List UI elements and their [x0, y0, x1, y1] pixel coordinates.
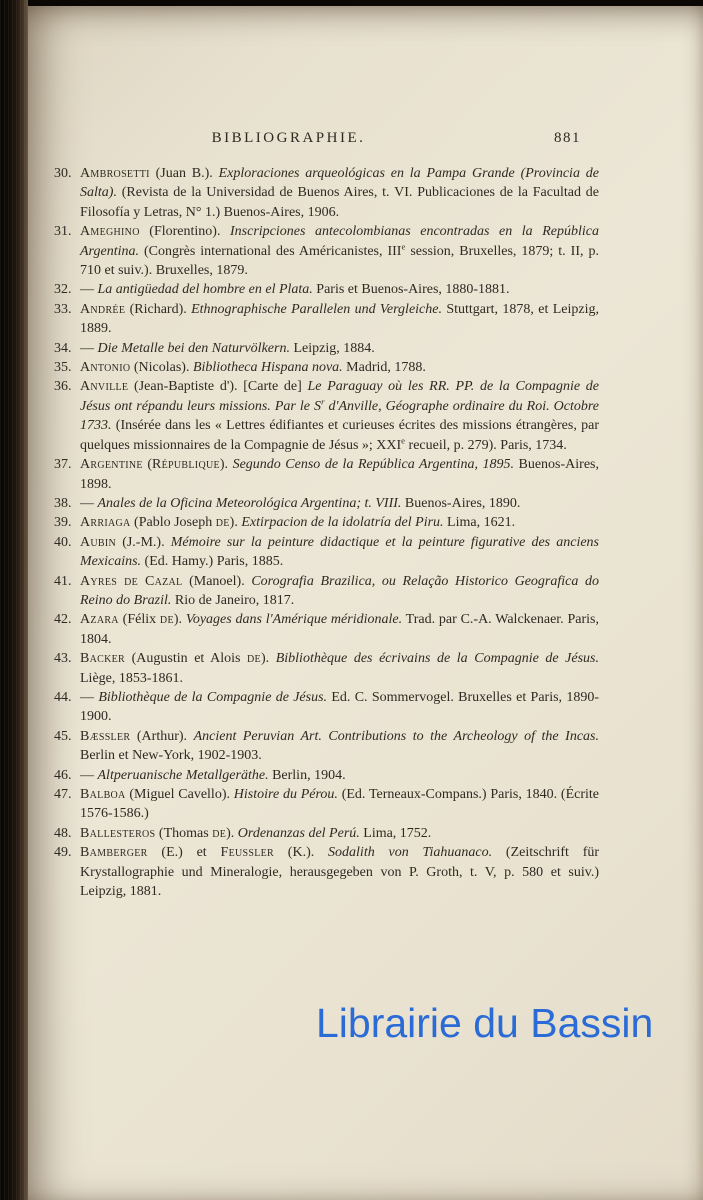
entry-text-segment: (Congrès international des Américanistes, III [138, 243, 402, 259]
bibliography-entry [54, 513, 599, 532]
entry-text-segment: (Arthur). [130, 728, 194, 744]
entry-text-segment: (Ed. Hamy.) Paris, 1885. [141, 554, 284, 570]
entry-text-segment: Liège, 1853-1861. [80, 670, 184, 686]
entry-text-segment: Exploraciones arqueológicas en la Pampa Grande (Provincia de Salta). [80, 166, 599, 201]
entry-text-segment: Lima, 1752. [359, 825, 432, 841]
entry-text-segment: Madrid, 1788. [342, 360, 426, 376]
entry-text-segment: (Augustin et Alois [125, 651, 248, 667]
entry-text-segment: Ancient Peruvian Art. Contributions to the Archeology of the Incas. [193, 728, 599, 744]
entry-text-segment: Sodalith von Tiahuanaco. [328, 845, 493, 861]
entry-text-segment: (Félix [118, 612, 160, 628]
entry-text-segment: Anville [80, 379, 129, 395]
entry-text-segment: Bamberger [80, 845, 148, 861]
entry-text-segment: Buenos-Aires, 1890. [401, 495, 521, 511]
bibliography-entry [54, 222, 599, 280]
entry-text-segment: — [80, 689, 99, 705]
entry-text-segment: Inscripciones antecolombianas encontradas en la República Argentina. [80, 224, 599, 259]
bibliography-entry [54, 824, 599, 843]
bibliography-entry [54, 339, 599, 358]
entry-text-segment: Feussler [220, 845, 275, 861]
bibliography-entry [54, 843, 599, 901]
entry-text-segment: Bæssler [80, 728, 131, 744]
watermark: Librairie du Bassin [316, 1000, 654, 1046]
entry-number: 39. [54, 515, 72, 531]
entry-number: 46. [54, 767, 72, 783]
bibliography-entry [54, 377, 599, 455]
entry-text-segment: Balboa [80, 787, 126, 802]
entry-text-segment: Ballesteros [80, 825, 156, 841]
entry-text-segment: Rio de Janeiro, 1817. [171, 592, 295, 608]
entry-text-segment: (Zeitschrift für Krystallographie und Mineralogie, herausgegeben von P. Groth, t. V, p. 580 et suiv.) Leipzig, 1881. [80, 845, 600, 900]
entry-number: 30. [54, 166, 72, 181]
entry-text-segment: Ordenanzas del Perú. [237, 825, 360, 841]
entry-number: 42. [54, 612, 72, 628]
entry-number: 40. [54, 534, 72, 550]
entry-text-segment: (Ed. Terneaux-Compans.) Paris, 1840. (Écrite 1576-1586.) [80, 787, 599, 822]
entry-text-segment: — [80, 282, 98, 298]
entry-text-segment: La antigüedad del hombre en el Plata. [97, 282, 313, 298]
bibliography-entry [54, 300, 599, 339]
entry-text-segment: Berlin et New-York, 1902-1903. [80, 748, 262, 764]
entry-text-segment: Stuttgart, 1878, et Leipzig, 1889. [80, 301, 599, 337]
entry-text-segment: Segundo Censo de la República Argentina, 1895. [232, 457, 514, 473]
entry-text-segment: Bibliotheca Hispana nova. [192, 360, 343, 376]
entry-text-segment: (Thomas [155, 825, 213, 841]
page-header [54, 130, 599, 147]
bibliography-entry [54, 533, 599, 572]
entry-text-segment: session, Bruxelles, 1879; t. II, p. 710 et suiv.). Bruxelles, 1879. [80, 243, 599, 279]
bibliography-entry [54, 280, 599, 299]
entry-number: 36. [54, 379, 72, 395]
text-block [54, 130, 599, 901]
entry-text-segment: Die Metalle bei den Naturvölkern. [97, 340, 290, 356]
entry-number: 31. [54, 224, 72, 240]
bibliography-entry [54, 688, 599, 727]
entry-text-segment: Buenos-Aires, 1898. [80, 457, 599, 492]
entry-text-segment: (Florentino). [139, 224, 231, 240]
entry-text-segment: (Nicolas). [130, 360, 193, 376]
entry-text-segment: ). [260, 651, 276, 667]
entry-text-segment: (Insérée dans les « Lettres édifiantes et curieuses écrites des missions étrangères, par quelques missionnaires de la Compagnie de Jésus »; XXI [80, 418, 599, 453]
entry-text-segment: Berlin, 1904. [268, 767, 346, 783]
entry-text-segment: (Revista de la Universidad de Buenos Aires, t. VI. Publicaciones de la Facultad de Filosofía y Letras, N° 1.) Buenos-Aires, 1906. [80, 185, 599, 220]
entry-text-segment: ). [173, 612, 186, 628]
entry-text-segment: Bibliothèque des écrivains de la Compagnie de Jésus. [275, 651, 599, 667]
entry-text-segment: (Juan B.). [149, 166, 219, 181]
entry-text-segment: République [152, 457, 220, 473]
entry-text-segment: Bibliothèque de la Compagnie de Jésus. [98, 689, 328, 705]
entry-number: 45. [54, 728, 72, 744]
entry-number: 44. [54, 689, 72, 705]
entry-text-segment: de [212, 825, 227, 841]
entry-number: 47. [54, 787, 72, 802]
entry-text-segment: Ambrosetti [80, 166, 150, 181]
entry-text-segment: Leipzig, 1884. [289, 340, 375, 356]
entry-text-segment: (Richard). [125, 301, 192, 317]
entry-text-segment: Trad. par C.-A. Walckenaer. Paris, 1804. [80, 612, 599, 647]
bibliography-entry [54, 358, 599, 377]
entry-text-segment: — [80, 495, 98, 511]
bibliography-entry [54, 455, 599, 494]
entry-text-segment: Backer [80, 651, 126, 667]
entry-number: 38. [54, 495, 72, 511]
entry-text-segment: de [247, 651, 261, 667]
entry-text-segment: r [321, 396, 325, 407]
entry-number: 37. [54, 457, 72, 473]
entry-text-segment: ). [229, 515, 242, 531]
bibliography-entry [54, 649, 599, 688]
entry-number: 35. [54, 360, 72, 376]
entry-text-segment: recueil, p. 279). Paris, 1734. [405, 437, 567, 453]
bibliography-entries [54, 164, 599, 901]
entry-text-segment: de [215, 515, 230, 531]
entry-text-segment: d'Anville, Géographe ordinaire du Roi. Octobre 1733. [80, 398, 600, 434]
bibliography-entry [54, 766, 599, 785]
entry-text-segment: ). [226, 825, 238, 841]
entry-text-segment: Ed. C. Sommervogel. Bruxelles et Paris, 1890-1900. [80, 689, 600, 725]
entry-text-segment: ( [142, 457, 152, 473]
bibliography-entry [54, 572, 599, 611]
entry-number: 43. [54, 651, 72, 667]
entry-number: 32. [54, 282, 72, 298]
bibliography-entry [54, 610, 599, 649]
entry-text-segment: (E.) et [147, 845, 221, 861]
entry-number: 41. [54, 573, 72, 589]
entry-text-segment: Ayres de Cazal [80, 573, 183, 589]
entry-text-segment: Azara [80, 612, 119, 628]
entry-text-segment: e [401, 240, 406, 251]
entry-text-segment: Altperuanische Metallgeräthe. [97, 767, 269, 783]
bibliography-entry [54, 785, 599, 824]
entry-text-segment: ). [219, 457, 233, 473]
entry-text-segment: Arriaga [80, 515, 131, 531]
entry-number: 49. [54, 845, 72, 861]
entry-text-segment: (J.-M.). [116, 534, 171, 550]
entry-text-segment: e [401, 435, 406, 446]
entry-text-segment: Antonio [80, 360, 131, 376]
entry-text-segment: Le Paraguay où les RR. PP. de la Compagnie de Jésus ont répandu leurs missions. Par le S [80, 379, 599, 414]
entry-text-segment: (Jean-Baptiste d'). [Carte de] [128, 379, 308, 395]
book-spine [0, 0, 28, 1200]
entry-text-segment: Histoire du Pérou. [233, 787, 338, 802]
entry-text-segment: Argentine [80, 457, 143, 473]
entry-text-segment: Mémoire sur la peinture didactique et la peinture figurative des anciens Mexicains. [80, 534, 599, 570]
entry-text-segment: (Manoel). [182, 573, 252, 589]
entry-number: 34. [54, 340, 72, 356]
page-title: BIBLIOGRAPHIE. [211, 130, 366, 146]
entry-text-segment: Aubin [80, 534, 117, 550]
entry-text-segment: (Miguel Cavello). [125, 787, 234, 802]
bibliography-entry [54, 164, 599, 222]
bibliography-entry [54, 494, 599, 513]
entry-text-segment: Lima, 1621. [443, 515, 516, 531]
page-number: 881 [554, 130, 581, 146]
entry-text-segment: Voyages dans l'Amérique méridionale. [185, 612, 403, 628]
bibliography-entry [54, 727, 599, 766]
entry-text-segment: Ameghino [80, 224, 140, 240]
entry-text-segment: de [159, 612, 174, 628]
entry-text-segment: — [80, 767, 98, 783]
entry-text-segment: Paris et Buenos-Aires, 1880-1881. [312, 282, 510, 298]
entry-text-segment: (K.). [274, 845, 329, 861]
entry-text-segment: — [80, 340, 98, 356]
entry-text-segment: Corografia Brazilica, ou Relação Historico Geografica do Reino do Brazil. [80, 573, 599, 608]
entry-text-segment: Extirpacion de la idolatría del Piru. [241, 515, 444, 531]
entry-text-segment: Ethnographische Parallelen und Vergleiche. [191, 301, 442, 317]
entry-text-segment: (Pablo Joseph [130, 515, 216, 531]
entry-number: 48. [54, 825, 72, 841]
entry-number: 33. [54, 301, 72, 317]
entry-text-segment: Andrée [80, 301, 126, 317]
entry-text-segment: Anales de la Oficina Meteorológica Argentina; t. VIII. [97, 495, 402, 511]
